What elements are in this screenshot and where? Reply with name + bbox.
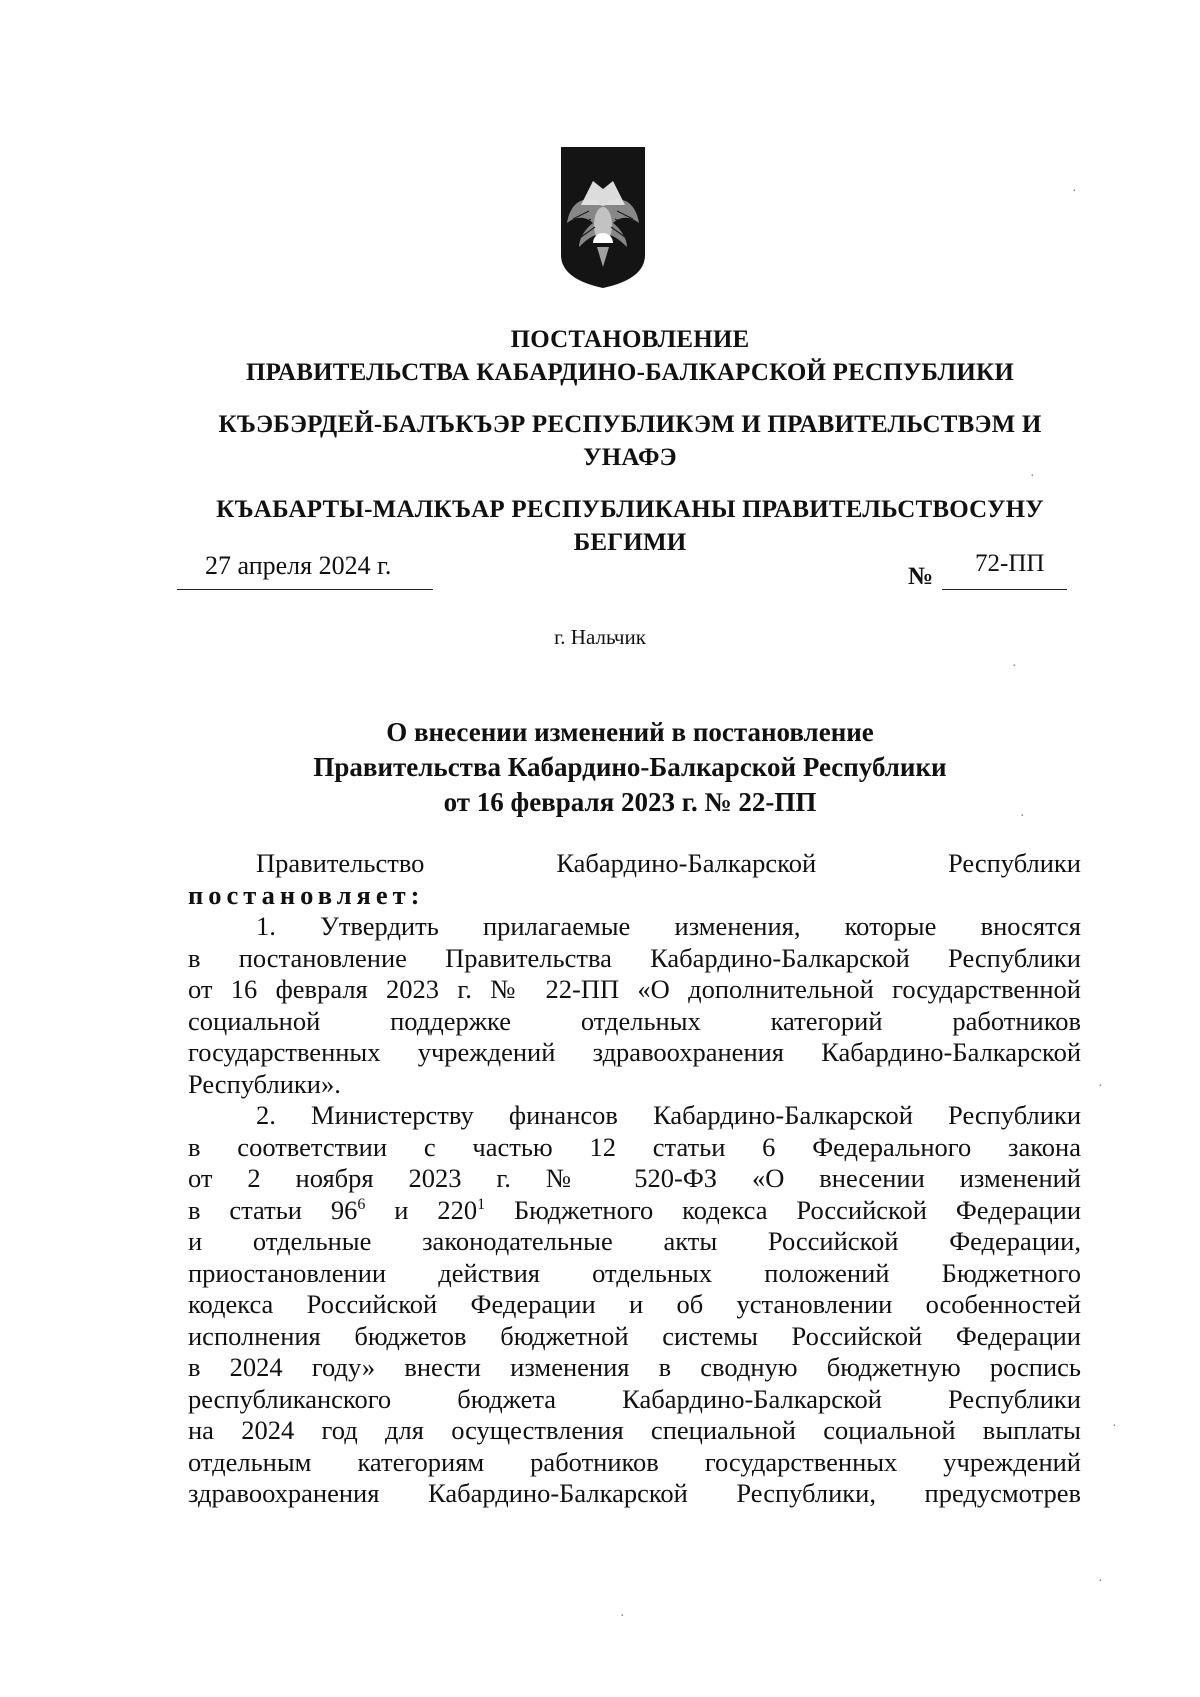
balkar-line-2: БЕГИМИ [573,529,687,556]
scan-speck: · [620,1609,625,1624]
scan-speck: · [1030,469,1035,484]
paragraph-2-line: от 2 ноября 2023 г. № 520-ФЗ «О внесении изменений [188,1163,1081,1193]
balkar-line-1: КЪАБАРТЫ-МАЛКЪАР РЕСПУБЛИКАНЫ ПРАВИТЕЛЬСТВОСУНУ [216,496,1044,523]
paragraph-2-line: в 2024 году» внести изменения в сводную бюджетную роспись [188,1352,1081,1382]
scan-speck: · [1112,1419,1117,1434]
paragraph-2-line: здравоохранения Кабардино-Балкарской Республики, предусмотрев [188,1478,1081,1508]
paragraph-1-line: от 16 февраля 2023 г. № 22-ПП «О дополнительной государственной [188,974,1081,1004]
issuing-authority: ПРАВИТЕЛЬСТВА КАБАРДИНО-БАЛКАРСКОЙ РЕСПУБЛИКИ [246,359,1014,386]
title-line-2: Правительства Кабардино-Балкарской Республики [313,752,947,782]
paragraph-2-line: на 2024 год для осуществления специальной социальной выплаты [188,1415,1081,1445]
paragraph-2-line: приостановлении действия отдельных положений Бюджетного [188,1257,1081,1288]
decree-body [188,848,1081,1510]
number-underline [942,589,1067,590]
paragraph-1-line: государственных учреждений здравоохранения Кабардино-Балкарской [188,1037,1081,1067]
scan-speck: · [1072,184,1077,199]
preamble-line: Правительство Кабардино-Балкарской Республики [256,848,1081,878]
coat-of-arms-emblem [557,143,649,290]
paragraph-2-line: кодекса Российской Федерации и об установлении особенностей [188,1289,1081,1319]
paragraph-2-line: отдельным категориям работников государственных учреждений [188,1446,1081,1477]
scan-speck: · [1012,659,1017,674]
scan-speck: · [1020,809,1025,824]
decree-title [180,715,1080,820]
decree-type: ПОСТАНОВЛЕНИЕ [510,326,750,353]
decree-header-kabardian [180,408,1080,474]
decree-header-russian [180,323,1080,389]
paragraph-2-line: в соответствии с частью 12 статьи 6 Федерального закона [188,1131,1081,1162]
paragraph-1-line: 1. Утвердить прилагаемые изменения, которые вносятся [256,911,1081,941]
paragraph-2-line: 2. Министерству финансов Кабардино-Балкарской Республики [256,1100,1081,1130]
decree-city: г. Нальчик [554,625,646,649]
decree-number: 72-ПП [975,550,1045,577]
title-line-1: О внесении изменений в постановление [386,717,874,747]
decree-date: 27 апреля 2024 г. [205,551,392,580]
paragraph-2-line: исполнения бюджетов бюджетной системы Российской Федерации [188,1320,1081,1351]
title-line-3: от 16 февраля 2023 г. № 22-ПП [443,787,817,817]
paragraph-1-line: в постановление Правительства Кабардино-Балкарской Республики [188,942,1081,973]
kabardian-line-1: КЪЭБЭРДЕЙ-БАЛЪКЪЭР РЕСПУБЛИКЭМ И ПРАВИТЕЛЬСТВЭМ И [218,411,1042,438]
paragraph-1-line: Республики». [188,1068,341,1099]
scan-speck: · [1098,1574,1103,1589]
resolves-word: постановляет: [188,879,425,910]
date-underline [177,589,433,590]
kabardian-line-2: УНАФЭ [583,444,677,471]
scan-speck: · [1098,1079,1103,1094]
paragraph-2-line-with-superscripts: в статьи $96^6$ и $220^1$ Бюджетного кодекса Российской Федерации [188,1194,1082,1225]
paragraph-2-line: республиканского бюджета Кабардино-Балкарской Республики [188,1383,1081,1414]
number-sign: № [908,563,934,590]
paragraph-2-line: и отдельные законодательные акты Российской Федерации, [188,1226,1081,1256]
paragraph-1-line: социальной поддержке отдельных категорий работников [188,1005,1081,1036]
